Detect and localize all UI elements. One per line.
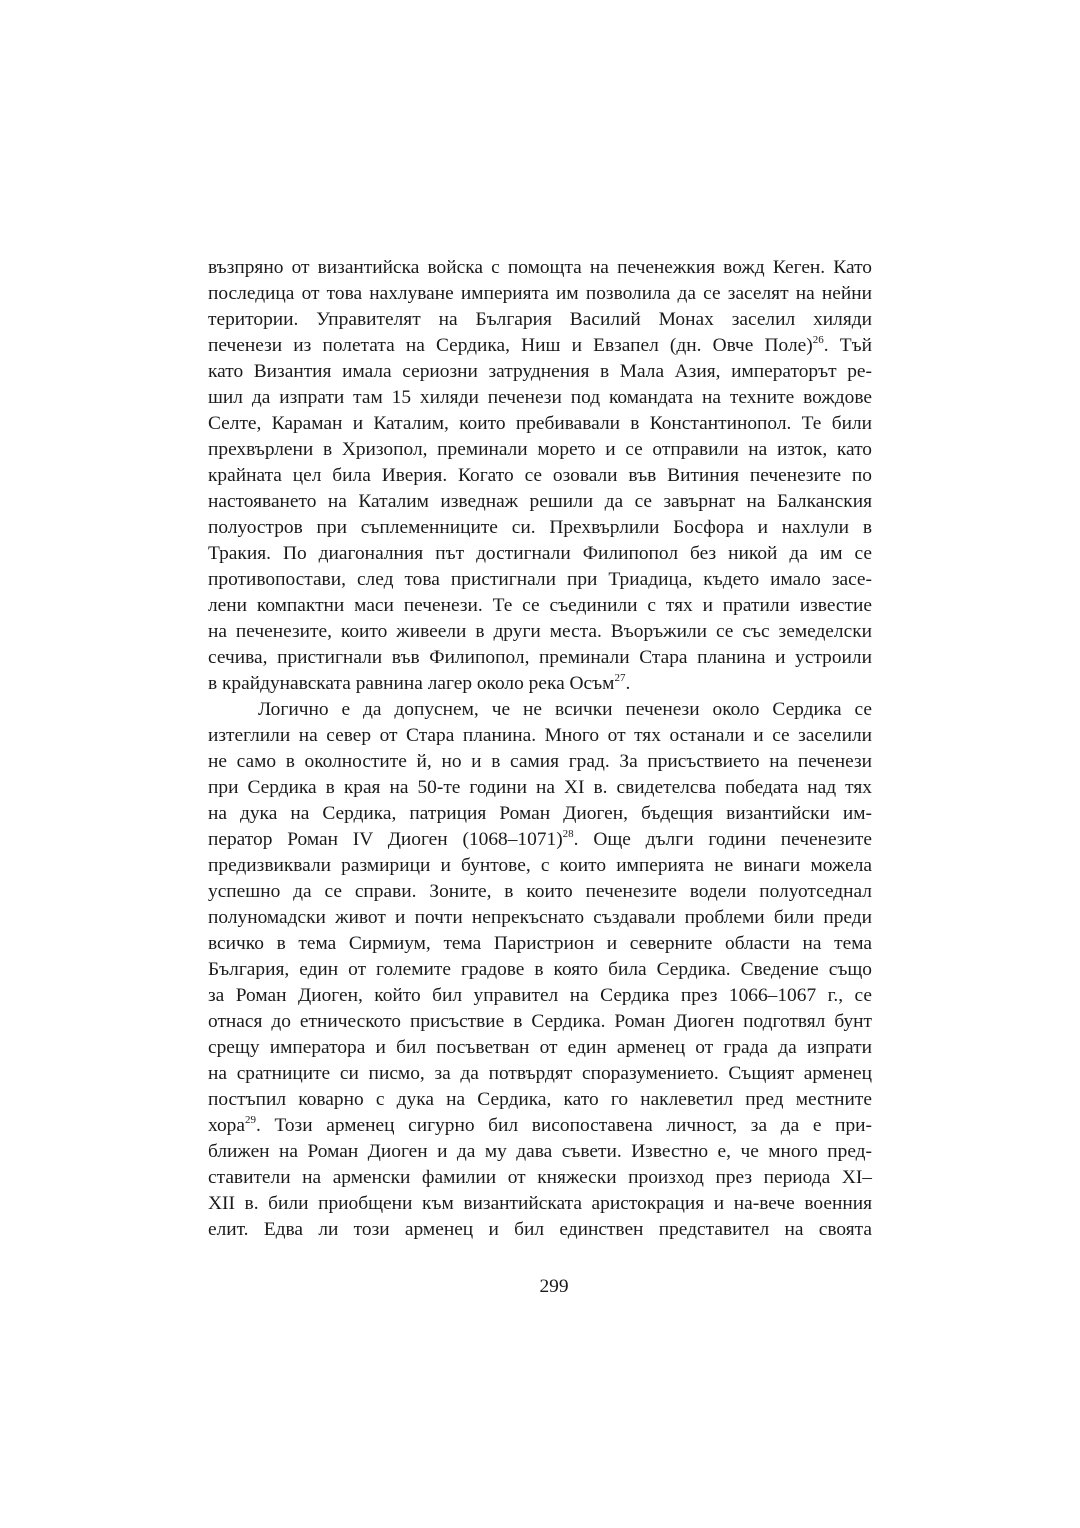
text-line: на сратниците си писмо, за да потвърдят споразумението. Същият арменец bbox=[208, 1063, 872, 1084]
text-line: шил да изпрати там 15 хиляди печенези под командата на техните вождове bbox=[208, 387, 872, 408]
text-segment: ператор Роман IV Диоген (1068–1071) bbox=[208, 829, 563, 850]
text-line: прехвърлени в Хризопол, преминали морето и се отправили на изток, като bbox=[208, 439, 872, 460]
text-line: настояването на Каталим изведнаж решили да се завърнат на Балканския bbox=[208, 491, 872, 512]
footnote-marker: 29 bbox=[244, 1114, 256, 1126]
text-line: ставители на арменски фамилии от княжески произход през периода XI– bbox=[208, 1167, 872, 1188]
text-line: успешно да се справи. Зоните, в които печенезите водели полуотседнал bbox=[208, 881, 872, 902]
text-line: при Сердика в края на 50-те години на XI в. свидетелсва победата над тях bbox=[208, 777, 872, 798]
footnote-marker: 28 bbox=[562, 828, 574, 840]
text-line: срещу императора и бил посъветван от един арменец от града да изпрати bbox=[208, 1037, 872, 1058]
text-line bbox=[208, 333, 872, 359]
text-line: постъпил коварно с дука на Сердика, като го наклеветил пред местните bbox=[208, 1089, 872, 1110]
text-line: възпряно от византийска войска с помощта на печенежкия вожд Кеген. Като bbox=[208, 257, 872, 278]
text-line: сечива, пристигнали във Филипопол, преминали Стара планина и устроили bbox=[208, 647, 872, 668]
text-line: крайната цел била Иверия. Когато се озовали във Витиния печенезите по bbox=[208, 465, 872, 486]
paragraph-2 bbox=[208, 697, 872, 1243]
text-line: полуостров при съплеменниците си. Прехвърлили Босфора и нахлули в bbox=[208, 517, 872, 538]
text-line: последица от това нахлуване империята им позволила да се заселят на нейни bbox=[208, 283, 872, 304]
text-segment: хора bbox=[208, 1115, 245, 1136]
text-line: полуномадски живот и почти непрекъснато създавали проблеми били преди bbox=[208, 907, 872, 928]
text-segment: . bbox=[625, 673, 631, 694]
text-line: на дука на Сердика, патриция Роман Диоген, бъдещия византийски им- bbox=[208, 803, 872, 824]
text-line: Логично е да допуснем, че не всички печенези около Сердика се bbox=[258, 699, 872, 720]
footnote-marker: 26 bbox=[812, 334, 824, 346]
text-line: Селте, Караман и Каталим, които пребивавали в Константинопол. Те били bbox=[208, 413, 872, 434]
text-line: отнася до етническото присъствие в Сердика. Роман Диоген подготвял бунт bbox=[208, 1011, 872, 1032]
body-text bbox=[208, 255, 872, 1243]
text-segment: . Тъй bbox=[823, 335, 872, 356]
page-number: 299 bbox=[539, 1276, 569, 1297]
text-line: XII в. били приобщени към византийската аристокрация и на-вече военния bbox=[208, 1193, 872, 1214]
text-line: ближен на Роман Диоген и да му дава съвети. Известно е, че много пред- bbox=[208, 1141, 872, 1162]
text-segment: печенези из полетата на Сердика, Ниш и Евзапел (дн. Овче Поле) bbox=[208, 335, 813, 356]
footnote-marker: 27 bbox=[614, 672, 626, 684]
text-line bbox=[208, 1113, 872, 1139]
text-line bbox=[208, 671, 872, 697]
paragraph-1 bbox=[208, 255, 872, 697]
text-line: като Византия имала сериозни затруднения в Мала Азия, императорът ре- bbox=[208, 361, 872, 382]
text-segment: в крайдунавската равнина лагер около река Осъм bbox=[208, 673, 615, 694]
text-line: не само в околностите й, но и в самия град. За присъствието на печенези bbox=[208, 751, 872, 772]
text-segment: . Още дълги години печенезите bbox=[573, 829, 872, 850]
text-line: елит. Едва ли този арменец и бил единствен представител на своята bbox=[208, 1219, 872, 1240]
text-line: лени компактни маси печенези. Те се съединили с тях и пратили известие bbox=[208, 595, 872, 616]
text-line: всичко в тема Сирмиум, тема Паристрион и северните области на тема bbox=[208, 933, 872, 954]
text-line: предизвиквали размирици и бунтове, с които империята не винаги можела bbox=[208, 855, 872, 876]
text-segment: . Този арменец сигурно бил висопоставена личност, за да е при- bbox=[255, 1115, 872, 1136]
text-line: за Роман Диоген, който бил управител на Сердика през 1066–1067 г., се bbox=[208, 985, 872, 1006]
text-line: противопостави, след това пристигнали при Триадица, където имало засе- bbox=[208, 569, 872, 590]
text-line bbox=[208, 827, 872, 853]
text-line: Тракия. По диагоналния път достигнали Филипопол без никой да им се bbox=[208, 543, 872, 564]
text-line: територии. Управителят на България Василий Монах заселил хиляди bbox=[208, 309, 872, 330]
text-line: на печенезите, които живеели в други места. Въоръжили се със земеделски bbox=[208, 621, 872, 642]
text-line: България, един от големите градове в която била Сердика. Сведение също bbox=[208, 959, 872, 980]
text-line: изтеглили на север от Стара планина. Много от тях останали и се заселили bbox=[208, 725, 872, 746]
